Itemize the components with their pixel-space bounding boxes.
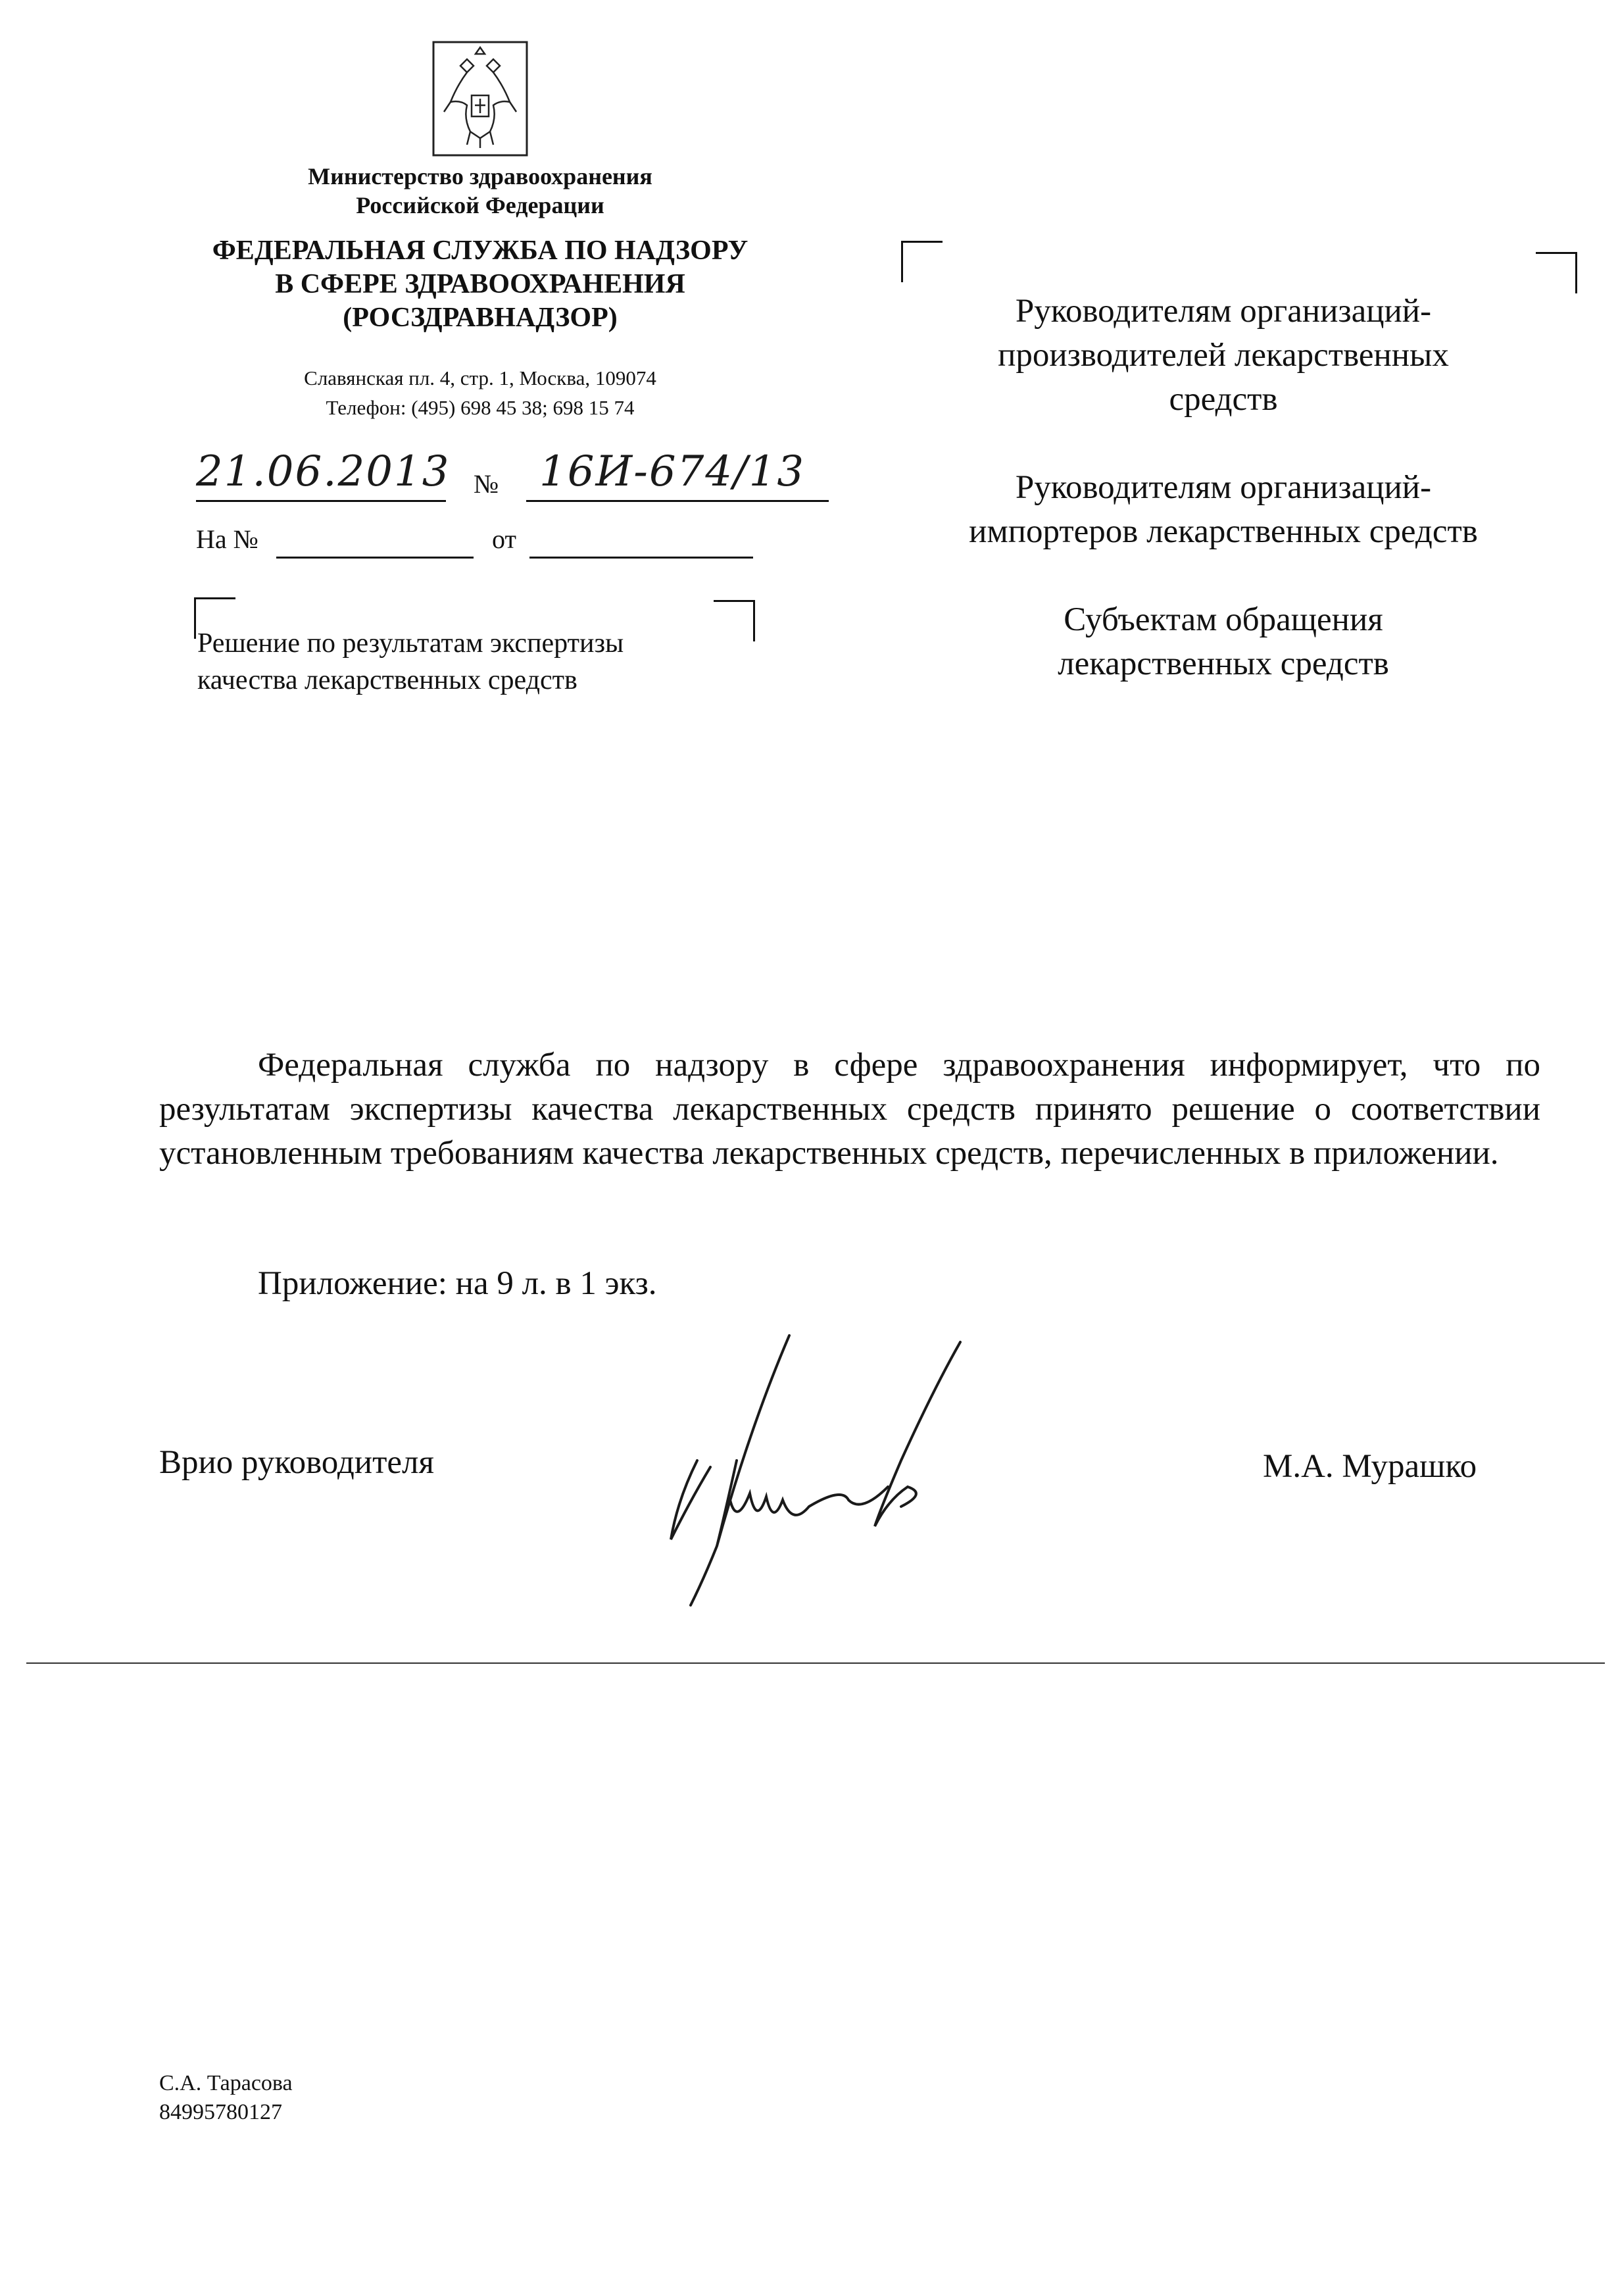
addressee-1-line-2: производителей лекарственных	[998, 337, 1449, 374]
addressee-block	[908, 289, 1539, 730]
registration-date: 21.06.2013	[196, 447, 451, 496]
address-block	[197, 363, 763, 422]
signatory-name: М.А. Мурашко	[1263, 1448, 1477, 1485]
number-sign: №	[474, 469, 499, 499]
handwritten-signature	[651, 1329, 993, 1618]
addressee-2-line-2: импортеров лекарственных средств	[969, 513, 1478, 550]
addressee-3-line-2: лекарственных средств	[1058, 645, 1389, 682]
reference-date-label: от	[492, 524, 516, 554]
addressee-3-line-1: Субъектам обращения	[1064, 601, 1383, 638]
subject-line-1: Решение по результатам экспертизы	[197, 628, 624, 659]
executor-block	[159, 2069, 293, 2127]
addressee-2-line-1: Руководителям организаций-	[1015, 469, 1432, 506]
addressee-importers	[908, 466, 1539, 554]
service-line-1: ФЕДЕРАЛЬНАЯ СЛУЖБА ПО НАДЗОРУ	[212, 236, 748, 266]
service-line-2: В СФЕРЕ ЗДРАВООХРАНЕНИЯ	[275, 269, 685, 299]
ministry-name	[217, 162, 743, 220]
signatory-role: Врио руководителя	[159, 1444, 434, 1481]
subject-line-2: качества лекарственных средств	[197, 665, 577, 695]
phone-numbers: Телефон: (495) 698 45 38; 698 15 74	[326, 396, 635, 419]
attachment-note: Приложение: на 9 л. в 1 экз.	[258, 1265, 657, 1302]
addressee-1-line-3: средств	[1169, 381, 1278, 418]
addressee-corner-top-left	[901, 241, 943, 282]
footer-separator	[26, 1662, 1605, 1664]
service-name	[151, 234, 809, 335]
ministry-line-2: Российской Федерации	[356, 192, 604, 218]
reference-date-blank	[529, 557, 753, 559]
addressee-manufacturers	[908, 289, 1539, 422]
date-underline	[196, 500, 446, 502]
number-underline	[526, 500, 829, 502]
service-line-3: (РОСЗДРАВНАДЗОР)	[343, 303, 618, 333]
addressee-1-line-1: Руководителям организаций-	[1015, 293, 1432, 330]
executor-name: С.А. Тарасова	[159, 2071, 293, 2095]
executor-phone: 84995780127	[159, 2100, 282, 2124]
registration-number: 16И-674/13	[539, 447, 806, 496]
addressee-subjects	[908, 598, 1539, 686]
postal-address: Славянская пл. 4, стр. 1, Москва, 109074	[304, 366, 656, 389]
reference-number-label: На №	[196, 524, 258, 554]
ministry-line-1: Министерство здравоохранения	[308, 163, 652, 189]
addressee-corner-top-right	[1536, 252, 1577, 293]
reference-number-blank	[276, 557, 474, 559]
letter-subject	[197, 625, 789, 699]
letter-body: Федеральная служба по надзору в сфере здравоохранения информирует, что по результатам экспертизы качества лекарственных средств принято решение о соответствии установленным требованиям качества лекарственных средств, перечисленных в приложении.	[159, 1047, 1540, 1172]
coat-of-arms-emblem	[431, 39, 529, 158]
